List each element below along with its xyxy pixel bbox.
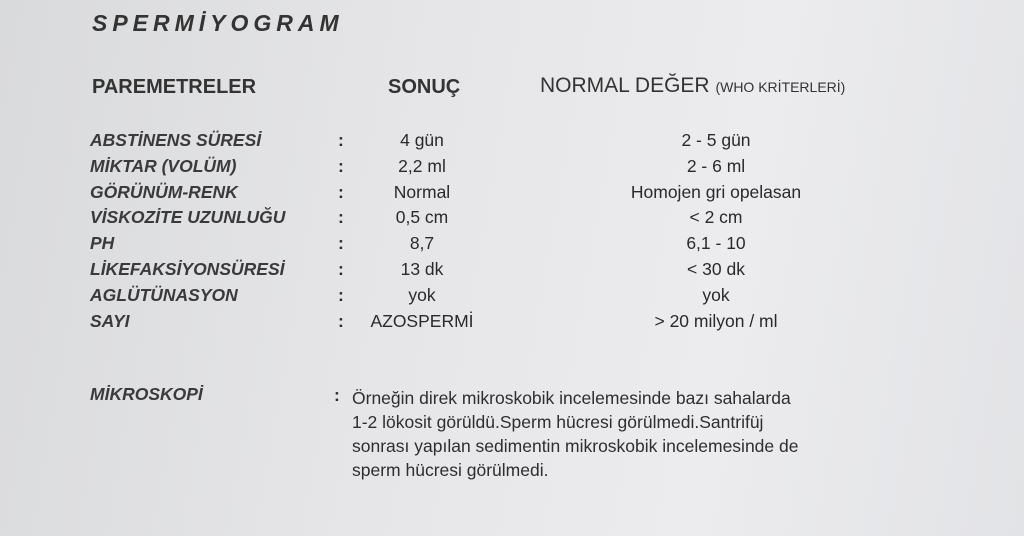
row-parameter: MİKTAR (VOLÜM): [90, 155, 237, 176]
row-colon: :: [338, 284, 344, 305]
results-table: [0, 130, 1024, 336]
header-normal: [540, 74, 845, 98]
microscopy-line: sperm hücresi görülmedi.: [352, 460, 549, 480]
row-result: 4 gün: [400, 130, 444, 150]
row-parameter: LİKEFAKSİYONSÜRESİ: [90, 258, 285, 279]
row-colon: :: [338, 130, 344, 150]
row-normal: Homojen gri opelasan: [630, 181, 802, 202]
table-row: [0, 311, 1024, 337]
row-parameter: GÖRÜNÜM-RENK: [90, 181, 238, 202]
row-normal: < 30 dk: [687, 258, 745, 279]
header-normal-note: (WHO KRİTERLERİ): [715, 79, 846, 95]
row-result: yok: [408, 284, 436, 305]
row-result: Normal: [393, 181, 451, 202]
report-title: SPERMİYOGRAM: [92, 10, 344, 36]
microscopy-colon: :: [334, 385, 340, 405]
row-colon: :: [338, 207, 344, 228]
row-colon: :: [338, 310, 344, 331]
row-normal: 6,1 - 10: [686, 233, 746, 254]
table-row: [0, 233, 1024, 259]
row-result: AZOSPERMİ: [370, 310, 474, 331]
row-colon: :: [338, 233, 344, 254]
table-row: [0, 259, 1024, 285]
row-colon: :: [338, 258, 344, 279]
row-parameter: AGLÜTÜNASYON: [90, 284, 238, 305]
row-result: 13 dk: [400, 258, 444, 279]
microscopy-line: sonrası yapılan sedimentin mikroskobik incelemesinde de: [352, 436, 799, 456]
row-normal: 2 - 5 gün: [681, 130, 751, 150]
microscopy-line: Örneğin direk mikroskobik incelemesinde bazı sahalarda: [352, 388, 791, 408]
row-colon: :: [338, 155, 344, 176]
row-parameter: ABSTİNENS SÜRESİ: [90, 130, 262, 150]
row-normal: < 2 cm: [689, 207, 743, 228]
row-parameter: VİSKOZİTE UZUNLUĞU: [90, 207, 286, 228]
row-result: 0,5 cm: [395, 207, 449, 228]
table-row: [0, 130, 1024, 156]
header-result: SONUÇ: [388, 76, 461, 98]
row-result: 2,2 ml: [398, 155, 446, 176]
row-parameter: PH: [90, 233, 115, 254]
row-parameter: SAYI: [90, 310, 130, 331]
table-row: [0, 207, 1024, 233]
row-colon: :: [338, 181, 344, 202]
microscopy-label: MİKROSKOPİ: [90, 384, 203, 404]
row-normal: > 20 milyon / ml: [654, 310, 778, 331]
row-result: 8,7: [409, 233, 435, 254]
row-normal: yok: [702, 284, 730, 305]
table-row: [0, 182, 1024, 208]
microscopy-line: 1-2 lökosit görüldü.Sperm hücresi görülmedi.Santrifüj: [352, 412, 764, 432]
header-normal-label: NORMAL DEĞER: [540, 74, 710, 97]
table-row: [0, 285, 1024, 311]
header-parameters: PAREMETRELER: [92, 76, 257, 98]
microscopy-text: [352, 386, 892, 482]
row-normal: 2 - 6 ml: [686, 155, 746, 176]
table-row: [0, 156, 1024, 182]
